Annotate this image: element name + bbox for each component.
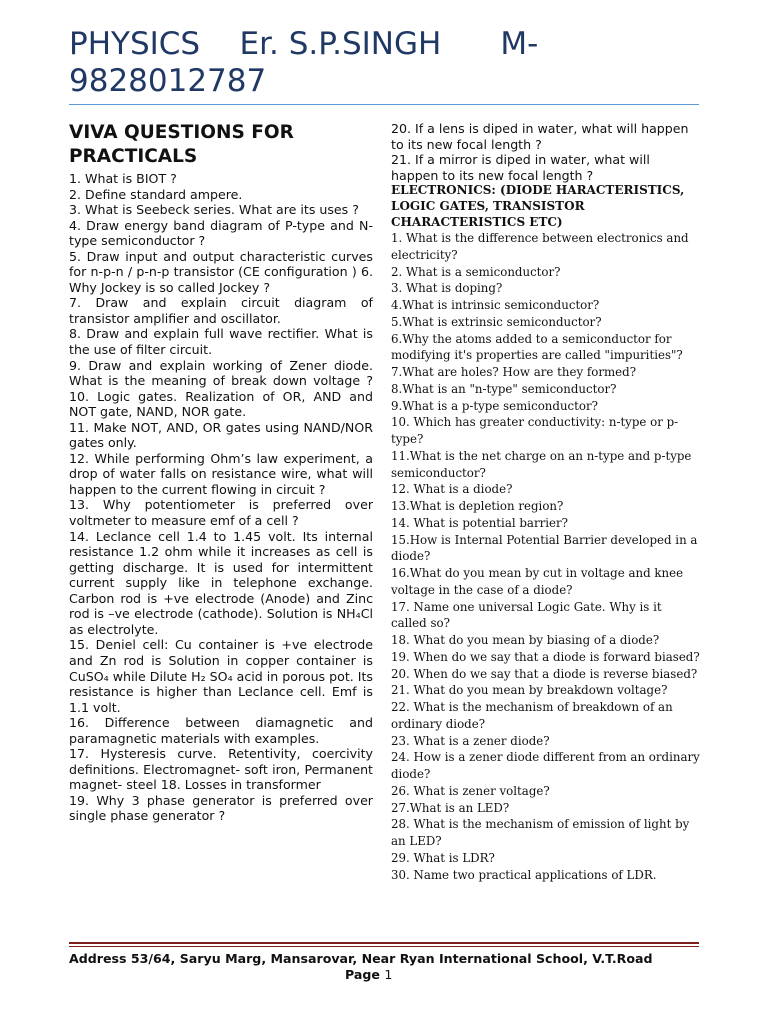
question-item: 14. Leclance cell 1.4 to 1.45 volt. Its internal resistance 1.2 ohm while it increases as cell is getting discharge. It is used for intermittent current supply like in telephone exchange. Carbon rod is +ve electrode (Anode) and Zinc rod is –ve electrode (cathode). Solution is NH₄Cl as electrolyte. <box>69 528 373 637</box>
page-number-block <box>345 967 392 983</box>
electronics-question-item: 1. What is the difference between electronics and electricity? <box>391 231 689 262</box>
electronics-question-item: 18. What do you mean by biasing of a diode? <box>391 633 660 648</box>
electronics-question-list <box>391 230 701 883</box>
right-column <box>391 121 701 883</box>
header-divider <box>69 104 699 105</box>
question-item: 7. Draw and explain circuit diagram of transistor amplifier and oscillator. <box>69 295 373 326</box>
question-item: 2. Define standard ampere. <box>69 186 243 202</box>
footer-address: Address 53/64, Saryu Marg, Mansarovar, Near Ryan International School, V.T.Road <box>69 951 653 966</box>
page-header: PHYSICS Er. S.P.SINGH M- 9828012787 <box>69 26 539 99</box>
question-item: 15. Deniel cell: Cu container is +ve electrode and Zn rod is Solution in copper container is CuSO₄ while Dilute H₂ SO₄ acid in porous pot. Its resistance is higher than Leclance cell. Emf is 1.1 volt. <box>69 637 373 715</box>
footer-divider-thick <box>69 942 699 944</box>
electronics-question-item: 19. When do we say that a diode is forward biased? <box>391 649 700 664</box>
question-item: 11. Make NOT, AND, OR gates using NAND/NOR gates only. <box>69 419 373 451</box>
electronics-question-item: 29. What is LDR? <box>391 850 495 865</box>
left-question-list <box>69 171 373 824</box>
electronics-question-item: 21. What do you mean by breakdown voltage? <box>391 683 668 698</box>
question-item: 1. What is BIOT ? <box>69 171 177 186</box>
page-footer <box>69 951 699 982</box>
question-item: 21. If a mirror is diped in water, what will happen to its new focal length ? <box>391 152 650 183</box>
right-top-question-list <box>391 121 701 183</box>
footer-divider-thin <box>69 946 699 947</box>
electronics-question-item: 22. What is the mechanism of breakdown of an ordinary diode? <box>391 700 673 731</box>
question-item: 5. Draw input and output characteristic curves for n-p-n / p-n-p transistor (CE configuration ) 6. Why Jockey is so called Jockey ? <box>69 248 373 295</box>
electronics-question-item: 15.How is Internal Potential Barrier developed in a diode? <box>391 532 698 564</box>
electronics-question-item: 10. Which has greater conductivity: n-type or p-type? <box>391 415 679 447</box>
electronics-question-item: 3. What is doping? <box>391 281 503 296</box>
question-item: 8. Draw and explain full wave rectifier. What is the use of filter circuit. <box>69 326 373 358</box>
electronics-question-item: 11.What is the net charge on an n-type and p-type semiconductor? <box>391 448 692 480</box>
electronics-question-item: 5.What is extrinsic semiconductor? <box>391 314 602 329</box>
electronics-question-item: 9.What is a p-type semiconductor? <box>391 398 598 413</box>
electronics-question-item: 28. What is the mechanism of emission of light by an LED? <box>391 817 690 849</box>
question-item: 16. Difference between diamagnetic and paramagnetic materials with examples. <box>69 715 373 746</box>
electronics-section-title: ELECTRONICS: (DIODE HARACTERISTICS, LOGIC GATES, TRANSISTOR CHARACTERISTICS ETC) <box>391 183 685 229</box>
viva-title: VIVA QUESTIONS FOR PRACTICALS <box>69 122 294 167</box>
left-column <box>69 121 373 824</box>
question-item: 20. If a lens is diped in water, what will happen to its new focal length ? <box>391 121 689 152</box>
electronics-question-item: 14. What is potential barrier? <box>391 515 568 530</box>
question-item: 12. While performing Ohm’s law experiment, a drop of water falls on resistance wire, what will happen to the current flowing in circuit ? <box>69 450 373 497</box>
electronics-question-item: 26. What is zener voltage? <box>391 783 550 798</box>
question-item: 13. Why potentiometer is preferred over voltmeter to measure emf of a cell ? <box>69 497 373 529</box>
electronics-question-item: 16.What do you mean by cut in voltage and knee voltage in the case of a diode? <box>391 566 684 597</box>
question-item: 3. What is Seebeck series. What are its uses ? <box>69 202 359 218</box>
electronics-question-item: 2. What is a semiconductor? <box>391 264 561 279</box>
question-item: 17. Hysteresis curve. Retentivity, coercivity definitions. Electromagnet- soft iron, Permanent magnet- steel 18. Losses in transformer <box>69 746 373 793</box>
electronics-question-item: 4.What is intrinsic semiconductor? <box>391 298 600 313</box>
question-item: 19. Why 3 phase generator is preferred over single phase generator ? <box>69 792 373 824</box>
electronics-question-item: 8.What is an "n-type" semiconductor? <box>391 381 617 396</box>
electronics-question-item: 13.What is depletion region? <box>391 499 564 514</box>
electronics-question-item: 12. What is a diode? <box>391 482 513 497</box>
electronics-question-item: 7.What are holes? How are they formed? <box>391 365 637 380</box>
page-label: Page <box>345 966 380 982</box>
electronics-question-item: 27.What is an LED? <box>391 800 510 815</box>
electronics-question-item: 6.Why the atoms added to a semiconductor for modifying it's properties are called "impurities"? <box>391 331 683 363</box>
electronics-question-item: 23. What is a zener diode? <box>391 733 550 748</box>
question-item: 4. Draw energy band diagram of P-type and N-type semiconductor ? <box>69 217 373 249</box>
electronics-question-item: 20. When do we say that a diode is reverse biased? <box>391 666 698 681</box>
electronics-question-item: 30. Name two practical applications of LDR. <box>391 867 657 882</box>
electronics-question-item: 24. How is a zener diode different from an ordinary diode? <box>391 750 700 782</box>
question-item: 9. Draw and explain working of Zener diode. What is the meaning of break down voltage ? 10. Logic gates. Realization of OR, AND and NOT gate, NAND, NOR gate. <box>69 357 373 420</box>
electronics-question-item: 17. Name one universal Logic Gate. Why is it called so? <box>391 599 662 631</box>
page-number: 1 <box>384 966 393 982</box>
